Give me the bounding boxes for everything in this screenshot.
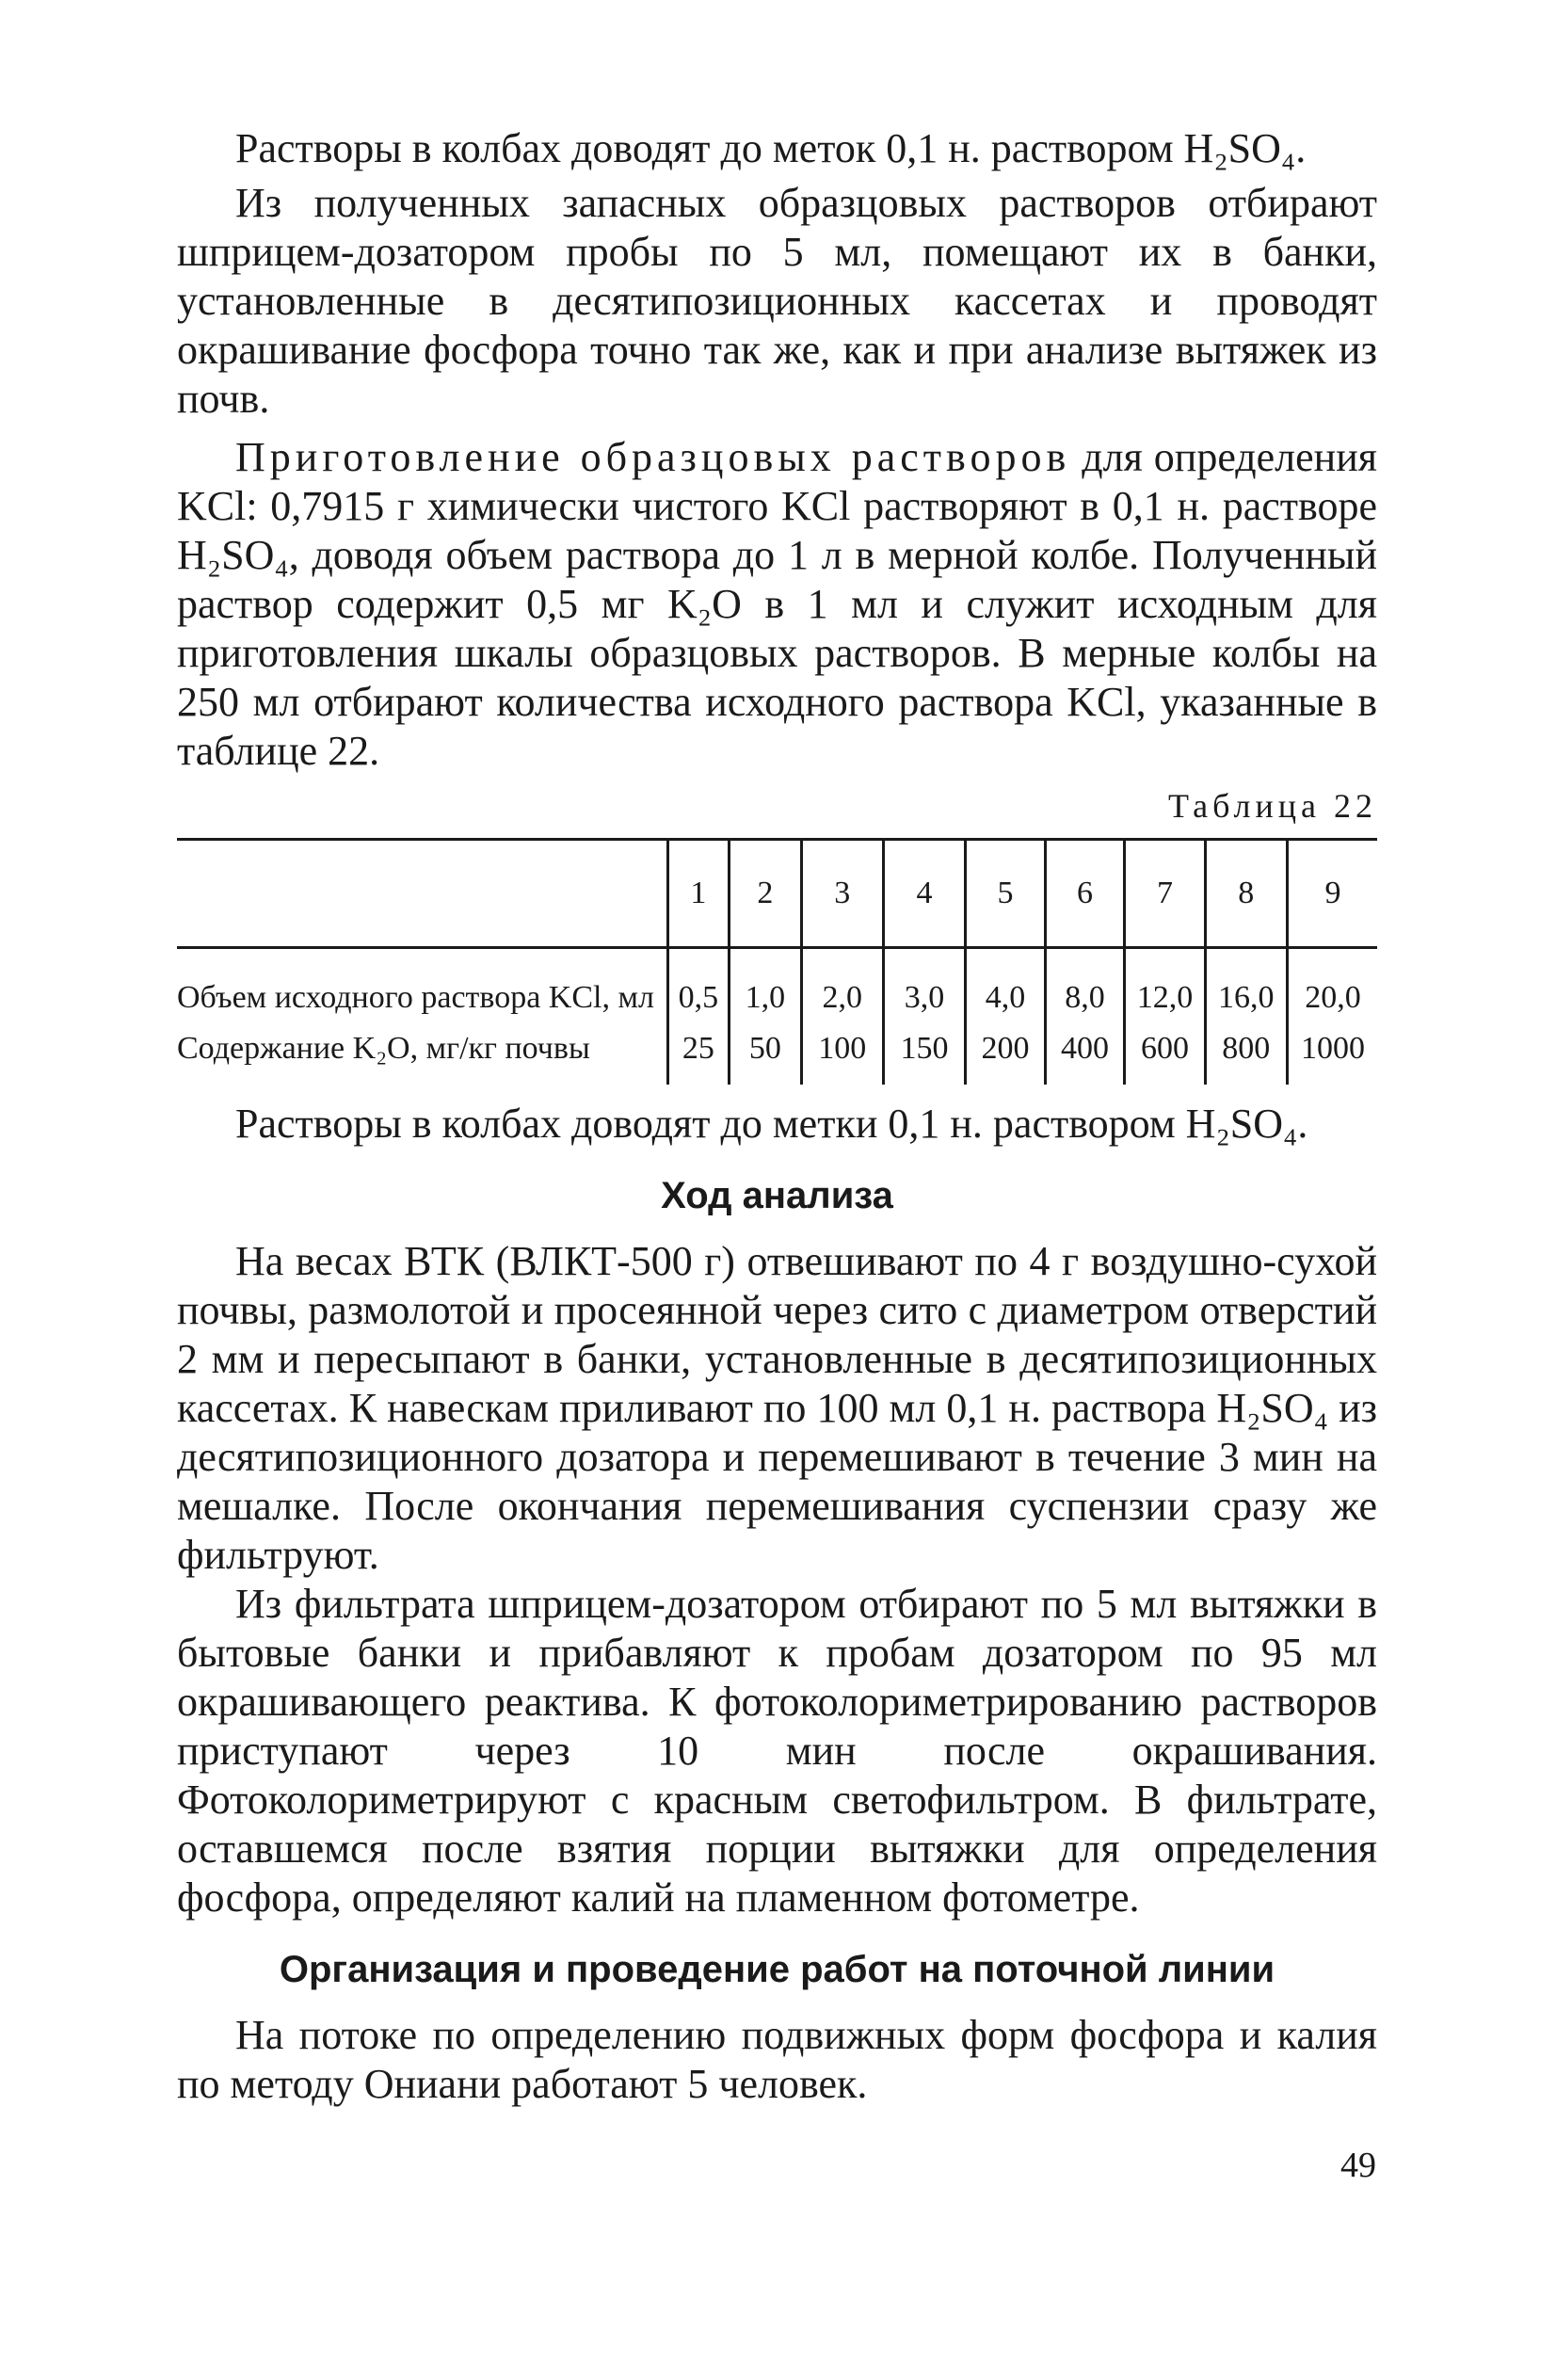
table-row	[177, 948, 1377, 1018]
table-cell: 8,0	[1045, 948, 1125, 1018]
table-cell: 400	[1045, 1017, 1125, 1085]
table-cell: 3,0	[883, 948, 965, 1018]
page-body	[177, 124, 1377, 2109]
table-row-label: Объем исходного раствора KCl, мл	[177, 980, 654, 1015]
table-cell: 0,5	[667, 948, 729, 1018]
table-cell: 2,0	[801, 948, 883, 1018]
table-cell: 800	[1205, 1017, 1287, 1085]
table-header-stub	[177, 840, 667, 948]
table-cell: 1000	[1287, 1017, 1377, 1085]
intro-paragraph-1: Растворы в колбах доводят до меток 0,1 н. раствором H₂SO₄.	[235, 125, 1307, 171]
table-cell: 25	[667, 1017, 729, 1085]
organization-paragraph-1: На потоке по определению подвижных форм фосфора и калия по методу Ониани работают 5 человек.	[177, 2012, 1377, 2107]
table-row	[177, 1017, 1377, 1085]
intro-paragraph-2: Из полученных запасных образцовых растворов отбирают шприцем-дозатором пробы по 5 мл, помещают их в банки, установленные в десятипозиционных кассетах и проводят окрашивание фосфора точно так же, как и при анализе вытяжек из почв.	[177, 180, 1377, 422]
table-cell: 100	[801, 1017, 883, 1085]
table-caption: Таблица 22	[1168, 787, 1377, 825]
table-header-cell: 9	[1287, 840, 1377, 948]
table-header-cell: 6	[1045, 840, 1125, 948]
after-table-paragraph: Растворы в колбах доводят до метки 0,1 н. раствором H₂SO₄.	[235, 1101, 1308, 1147]
table-cell: 12,0	[1125, 948, 1205, 1018]
section-title-organization: Организация и проведение работ на поточной линии	[279, 1949, 1275, 1990]
table-header-cell: 2	[730, 840, 801, 948]
table-22	[177, 838, 1377, 1085]
table-cell: 200	[966, 1017, 1046, 1085]
analysis-paragraph-1: На весах ВТК (ВЛКТ-500 г) отвешивают по 4 г воздушно-сухой почвы, размолотой и просеянной через сито с диаметром отверстий 2 мм и пересыпают в банки, установленные в десятипозиционных кассетах. К навескам приливают по 100 мл 0,1 н. раствора H₂SO₄ из десятипозиционного дозатора и перемешивают в течение 3 мин на мешалке. После окончания перемешивания суспензии сразу же фильтруют.	[177, 1238, 1377, 1578]
table-cell: 4,0	[966, 948, 1046, 1018]
intro-paragraph-3	[177, 433, 1377, 776]
table-header-cell: 8	[1205, 840, 1287, 948]
paragraph-text: для определения KCl: 0,7915 г химически чистого KCl растворяют в 0,1 н. растворе H₂SO₄, доводя объем раствора до 1 л в мерной колбе. Полученный раствор содержит 0,5 мг K₂O в 1 мл и служит исходным для приготовления шкалы образцовых растворов. В мерные колбы на 250 мл отбирают количества исходного раствора KCl, указанные в таблице 22.	[177, 434, 1377, 774]
table-header-cell: 4	[883, 840, 965, 948]
analysis-paragraph-2: Из фильтрата шприцем-дозатором отбирают по 5 мл вытяжки в бытовые банки и прибавляют к пробам дозатором по 95 мл окрашивающего реактива. К фотоколориметрированию растворов приступают через 10 мин после окрашивания. Фотоколориметрируют с красным светофильтром. В фильтрате, оставшемся после взятия порции вытяжки для определения фосфора, определяют калий на пламенном фотометре.	[177, 1581, 1377, 1921]
table-cell: 16,0	[1205, 948, 1287, 1018]
table-row-label: Содержание K₂O, мг/кг почвы	[177, 1031, 590, 1066]
table-header-cell: 5	[966, 840, 1046, 948]
table-cell: 600	[1125, 1017, 1205, 1085]
table-header-cell: 3	[801, 840, 883, 948]
table-header-row	[177, 840, 1377, 948]
table-header-cell: 7	[1125, 840, 1205, 948]
table-cell: 1,0	[730, 948, 801, 1018]
paragraph-lead-spaced: Приготовление образцовых растворов	[235, 434, 1071, 480]
table-cell: 20,0	[1287, 948, 1377, 1018]
section-title-analysis: Ход анализа	[661, 1175, 893, 1216]
page-number: 49	[1340, 2146, 1376, 2185]
table-cell: 50	[730, 1017, 801, 1085]
table-header-cell: 1	[667, 840, 729, 948]
table-cell: 150	[883, 1017, 965, 1085]
